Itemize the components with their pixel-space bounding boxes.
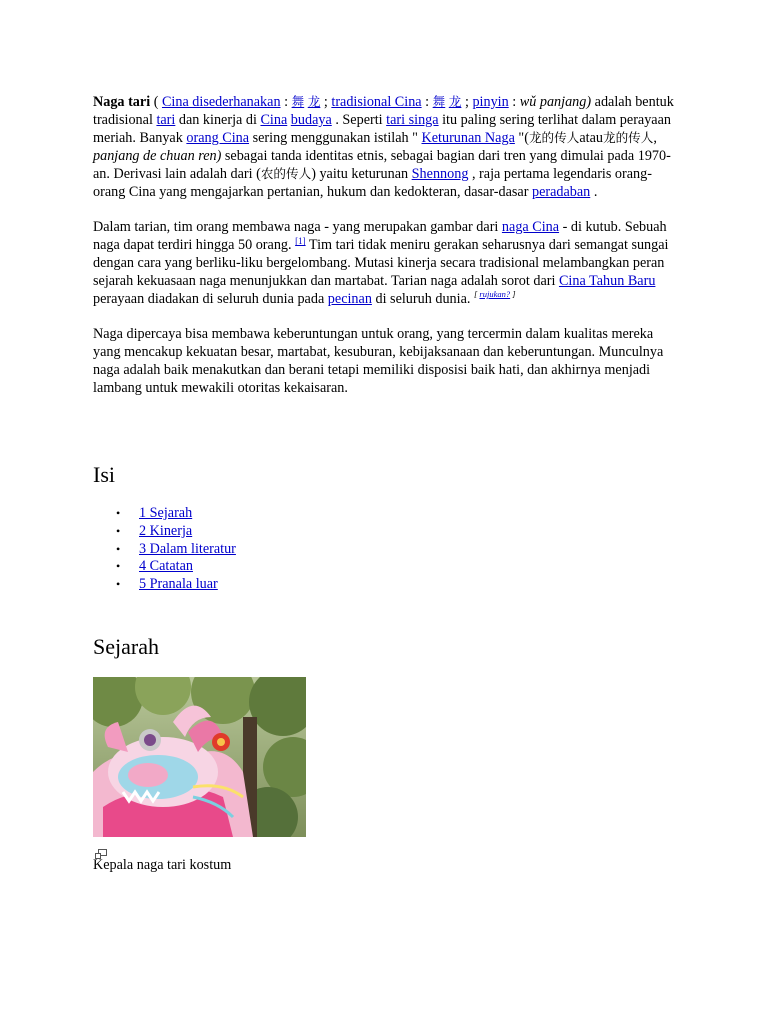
link-wu-traditional[interactable]: 舞	[432, 94, 446, 109]
bullet-icon: •	[116, 577, 121, 592]
bullet-icon: •	[116, 559, 121, 574]
link-cina-disederhanakan[interactable]: Cina disederhanakan	[161, 94, 281, 110]
link-shennong[interactable]: Shennong	[411, 166, 469, 182]
link-keturunan-naga[interactable]: Keturunan Naga	[421, 130, 515, 146]
reference-1-link[interactable]: [1]	[295, 236, 306, 246]
link-tradisional-cina[interactable]: tradisional Cina	[331, 94, 422, 110]
toc-link-pranala-luar[interactable]: 5 Pranala luar	[139, 576, 218, 593]
table-of-contents	[116, 505, 236, 594]
toc-link-sejarah[interactable]: 1 Sejarah	[139, 505, 193, 521]
image-caption: Kepala naga tari kostum	[93, 857, 232, 873]
term-bold: Naga tari	[93, 94, 151, 110]
intro-paragraph: Naga tari ( Cina disederhanakan : 舞 龙 ; tradisional Cina : 舞 龙 ; pinyin : wǔ panjang) adalah bentuk tradisional tari dan kinerja di Cina budaya . Seperti tari singa itu paling sering terlihat dalam perayaan meriah. Banyak orang Cina sering menggunakan istilah " Keturunan Naga "(龙的传人atau龙的传人, panjang de chuan ren) sebagai tanda identitas etnis, sebagai bagian dari tren yang dimulai pada 1970-an. Derivasi lain adalah dari (农的传人) yaitu keturunan Shennong , raja pertama legendaris orang-orang Cina yang mengajarkan pertanian, hukum dan kedokteran, dasar-dasar peradaban .	[93, 94, 674, 200]
bullet-icon: •	[116, 506, 121, 520]
sejarah-heading: Sejarah	[93, 634, 159, 659]
toc-item	[116, 541, 236, 559]
dragon-head-image[interactable]	[93, 677, 306, 837]
link-orang-cina[interactable]: orang Cina	[186, 130, 250, 146]
bullet-icon: •	[116, 541, 121, 556]
link-long[interactable]: 龙	[307, 94, 321, 109]
link-cina[interactable]: Cina	[260, 112, 288, 128]
toc-link-dalam-literatur[interactable]: 3 Dalam literatur	[139, 540, 236, 557]
link-cina-tahun-baru[interactable]: Cina Tahun Baru	[558, 273, 656, 289]
article-body	[93, 93, 678, 397]
link-naga-cina[interactable]: naga Cina	[501, 219, 560, 235]
link-budaya[interactable]: budaya	[290, 112, 332, 128]
dragon-head-costume-illustration	[93, 677, 306, 837]
toc-link-kinerja[interactable]: 2 Kinerja	[139, 522, 193, 539]
toc-item	[116, 558, 236, 576]
dance-paragraph: Dalam tarian, tim orang membawa naga - yang merupakan gambar dari naga Cina - di kutub. Sebuah naga dapat terdiri hingga 50 orang. [1] Tim tari tidak meniru gerakan seharusnya dari semangat sungai dengan cara yang berliku-liku bergelombang. Mutasi kinerja secara tradisional melambangkan peran sejarah kekuasaan naga menunjukkan dan martabat. Tarian naga adalah sorot dari Cina Tahun Baru perayaan diadakan di seluruh dunia pada pecinan di seluruh dunia. [ rujukan? ]	[93, 219, 669, 307]
enlarge-icon[interactable]	[95, 846, 107, 856]
meaning-paragraph: Naga dipercaya bisa membawa keberuntungan untuk orang, yang tercermin dalam kualitas mereka yang mencakup kekuatan besar, martabat, kesuburan, kebijaksanaan dan keberuntungan. Munculnya naga adalah baik menakutkan dan berani tetapi memiliki disposisi baik hati, dan akhirnya menjadi lambang untuk mewakili otoritas kekaisaran.	[93, 326, 664, 396]
citation-needed-link[interactable]: rujukan?	[479, 289, 511, 299]
link-wu[interactable]: 舞	[291, 94, 305, 109]
link-pinyin[interactable]: pinyin	[472, 94, 509, 110]
link-tari[interactable]: tari	[156, 112, 176, 128]
toc-heading: Isi	[93, 462, 115, 487]
toc-item	[116, 576, 236, 594]
toc-item	[116, 523, 236, 541]
link-peradaban[interactable]: peradaban	[531, 184, 591, 200]
pinyin-text: wǔ panjang)	[519, 94, 592, 110]
citation-needed: [ rujukan? ]	[473, 289, 516, 299]
link-long-traditional[interactable]: 龙	[448, 94, 462, 109]
link-pecinan[interactable]: pecinan	[327, 291, 372, 307]
bullet-icon: •	[116, 523, 121, 538]
toc-item	[116, 505, 236, 523]
toc-link-catatan[interactable]: 4 Catatan	[139, 558, 193, 575]
link-tari-singa[interactable]: tari singa	[386, 112, 439, 128]
